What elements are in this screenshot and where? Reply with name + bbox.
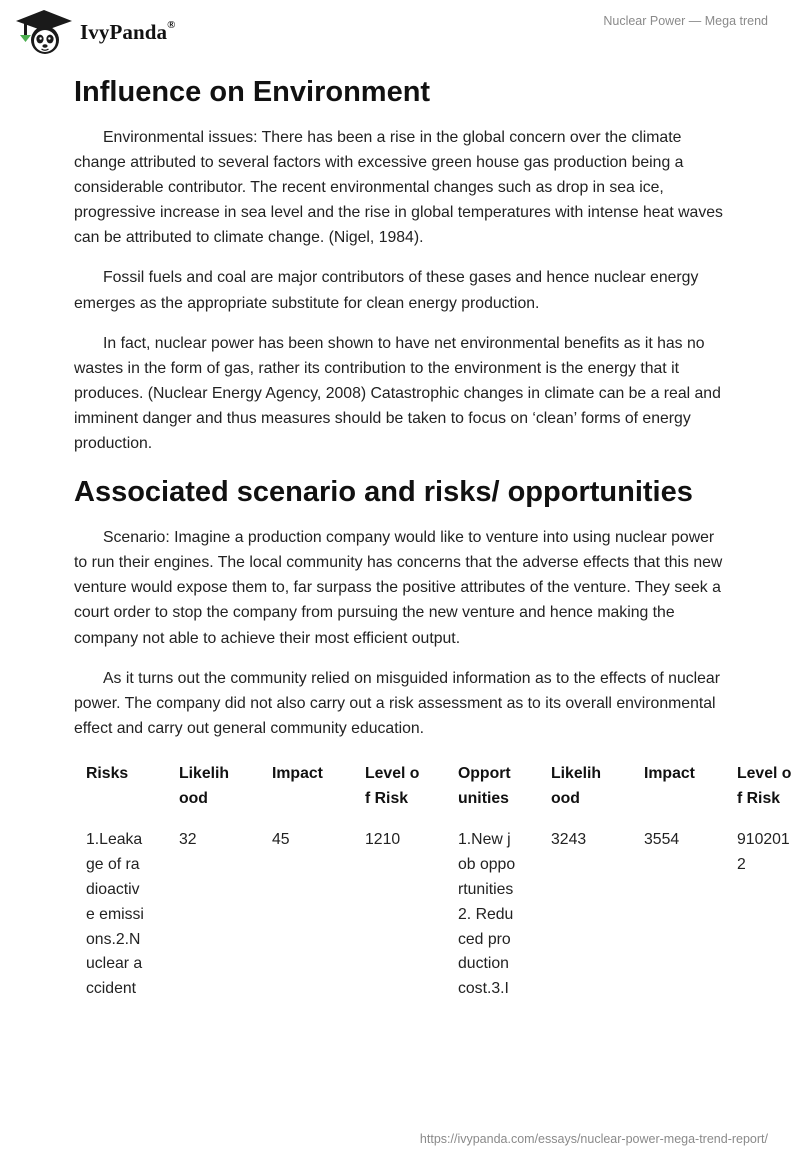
paragraph: In fact, nuclear power has been shown to have net environmental benefits as it has no wastes in the form of gas, rather its contribution to the environment is the energy that it produces. (Nuclear Energy Agency, 2008) Catastrophic changes in climate can be a real and imminent danger and thus measures should be taken to focus on ‘clean’ forms of energy production. [74,334,721,453]
table-cell: 3243 [551,831,587,849]
paragraph: Fossil fuels and coal are major contributors of these gases and hence nuclear energy emerges as the appropriate substitute for clean energy production. [74,269,699,312]
column-header: Level of Risk [737,764,792,807]
article-body [74,70,792,1002]
table-cell: 9102012 [737,831,790,874]
table-cell: 3554 [644,831,680,849]
table-cell: 1.New job opportunities2. Reduced production cost.3.I [458,831,516,998]
column-header: Likelihood [179,764,230,807]
column-header: Opportunities [458,764,511,807]
table-cell: 32 [179,831,197,849]
brand-name: IvyPanda® [80,18,176,44]
table-row [74,828,800,1002]
section-heading: Influence on Environment [74,76,431,108]
brand-logo[interactable] [14,8,176,56]
panda-graduate-icon [14,8,74,56]
document-title: Nuclear Power — Mega trend [603,14,768,28]
paragraph: As it turns out the community relied on misguided information as to the effects of nuclear power. The company did not also carry out a risk assessment as to its overall environmental effect and carry out general community education. [74,669,720,737]
paragraph: Scenario: Imagine a production company would like to venture into using nuclear power to run their engines. The local community has concerns that the adverse effects that this new venture would expose them to, far surpass the positive attributes of the venture. They seek a court order to stop the company from pursuing the new venture and hence making the company not able to achieve their most efficient output. [74,529,723,647]
column-header: Impact [644,764,695,782]
column-header: Level of Risk [365,764,420,807]
page-header [0,0,800,70]
table-cell: 1210 [365,831,401,849]
table-header-row [74,756,800,829]
source-url[interactable]: https://ivypanda.com/essays/nuclear-power-mega-trend-report/ [419,1132,768,1146]
paragraph: Environmental issues: There has been a rise in the global concern over the climate change attributed to several factors with excessive green house gas production being a considerable contributor. The recent environmental changes such as drop in sea ice, progressive increase in sea level and the rise in global temperatures with intense heat waves can be attributed to climate change. (Nigel, 1984). [74,129,723,247]
section-heading: Associated scenario and risks/ opportunities [74,476,693,509]
table-cell: 45 [272,831,290,849]
column-header: Impact [272,764,323,782]
table-cell: 1.Leakage of radioactive emissions.2.Nuclear accident [86,831,144,998]
risk-opportunity-table [74,756,800,1002]
column-header: Risks [86,764,129,782]
column-header: Likelihood [551,764,602,807]
